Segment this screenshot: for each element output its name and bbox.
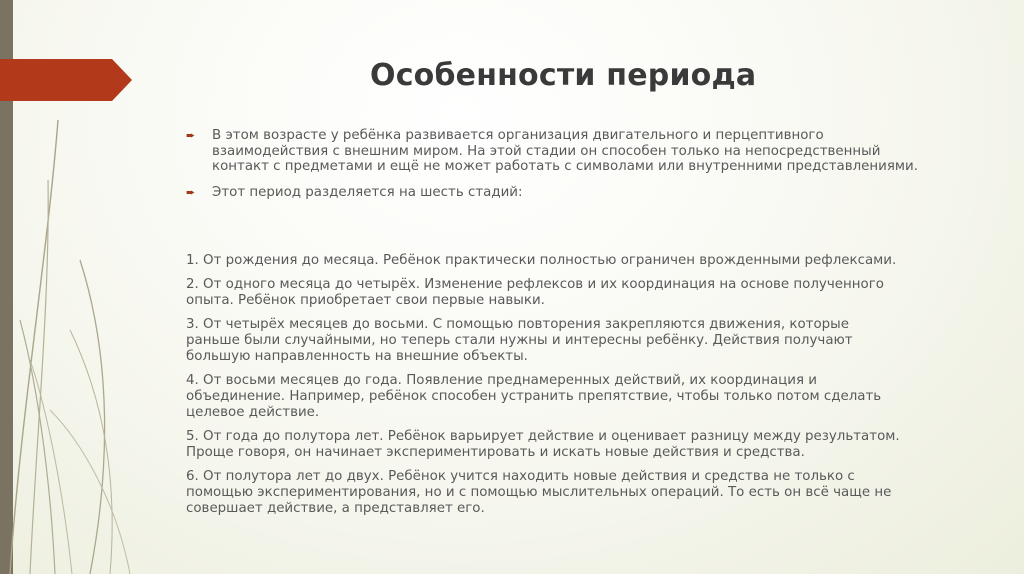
bullet-list — [186, 128, 926, 210]
slide-title: Особенности периода — [370, 58, 757, 93]
stage-item: 4. От восьми месяцев до года. Появление преднамеренных действий, их координация и объединение. Например, ребёнок способен устранить препятствие, чтобы только потом сделать целевое действие. — [186, 373, 882, 420]
bullet-arrow-icon: ➨ — [186, 129, 196, 142]
bullet-arrow-icon: ➨ — [186, 185, 196, 199]
bullet-text: В этом возрасте у ребёнка развивается организация двигательного и перцептивного взаимодействия с внешним миром. На этой стадии он способен только на непосредственный контакт с предметами и ещё не может работать с символами или внутренними представлениями. — [212, 128, 918, 174]
bullet-item — [186, 185, 926, 201]
bullet-item — [186, 128, 926, 175]
stage-item: 2. От одного месяца до четырёх. Изменение рефлексов и их координация на основе полученного опыта. Ребёнок приобретает свои первые навыки. — [186, 277, 884, 308]
stage-item: 5. От года до полутора лет. Ребёнок варьирует действие и оценивает разницу между результатом. Проще говоря, он начинает экспериментировать и искать новые действия и средства. — [186, 429, 900, 460]
stage-item: 1. От рождения до месяца. Ребёнок практически полностью ограничен врожденными рефлексами. — [186, 253, 897, 268]
title-accent-arrow — [0, 59, 132, 101]
stage-item: 3. От четырёх месяцев до восьми. С помощью повторения закрепляются движения, которые раньше были случайными, но теперь стали нужны и интересны ребёнку. Действия получают большую направленность на внешние объекты. — [186, 317, 853, 364]
stage-item: 6. От полутора лет до двух. Ребёнок учится находить новые действия и средства не только с помощью экспериментирования, но и с помощью мыслительных операций. То есть он всё чаще не совершает действие, а представляет его. — [186, 469, 892, 516]
bullet-text: Этот период разделяется на шесть стадий: — [212, 184, 523, 200]
stages-list — [186, 253, 906, 525]
